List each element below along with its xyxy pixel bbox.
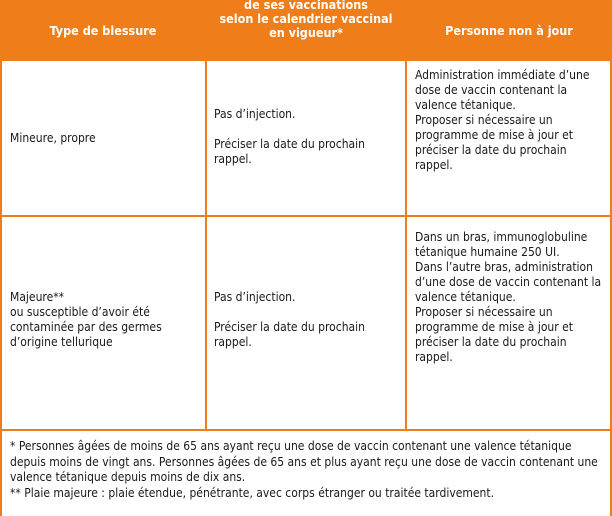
header-up-to-date [206,0,406,61]
row-minor-type [10,131,200,146]
header-wound-type-label: Type de blessure [49,22,157,38]
header-up-to-date-line-3: en vigueur* [269,25,343,40]
header-wound-type [0,0,206,61]
footnote-major-wound: ** Plaie majeure : plaie étendue, pénétrante, avec corps étranger ou traitée tardivement. [10,485,495,500]
table-border-left [0,0,2,516]
header-not-up-to-date [406,0,612,61]
row-major-not-up-to-date-line-2: Dans l’autre bras, administration d’une dose de vaccin contenant la valence tétanique. [415,260,602,304]
row-minor-up-to-date-line-1: Pas d’injection. [214,107,296,121]
row-major-type [10,290,200,350]
row-minor-up-to-date-line-2: Préciser la date du prochain rappel. [214,137,365,166]
row-major-not-up-to-date-line-3: Proposer si nécessaire un programme de mise à jour et préciser la date du prochain rappel. [415,305,574,364]
row-major-not-up-to-date-line-1: Dans un bras, immunoglobuline tétanique humaine 250 UI. [415,230,588,259]
header-up-to-date-line-2: selon le calendrier vaccinal [219,11,393,26]
row-minor-type-text: Mineure, propre [10,131,96,145]
footnote-age: * Personnes âgées de moins de 65 ans ayant reçu une dose de vaccin contenant une valence tétanique depuis moins de vingt ans. Personnes âgées de 65 ans et plus ayant reçu une dose de vaccin contenant une valence tétanique depuis moins de dix ans. [10,439,598,484]
row-major-not-up-to-date [415,230,605,365]
row-minor-not-up-to-date-line-1: Administration immédiate d’une dose de vaccin contenant la valence tétanique. [415,68,590,112]
row-minor-not-up-to-date [415,68,605,173]
header-up-to-date-line-1: de ses vaccinations [244,0,368,12]
row-major-up-to-date [214,290,400,350]
footnotes [10,439,606,501]
header-not-up-to-date-label: Personne non à jour [445,22,573,38]
row-divider-1 [0,215,612,217]
row-divider-2 [0,429,612,431]
row-minor-up-to-date [214,107,400,167]
row-major-up-to-date-line-1: Pas d’injection. [214,290,296,304]
row-major-type-line-1: Majeure** [10,290,65,304]
row-major-up-to-date-line-2: Préciser la date du prochain rappel. [214,320,365,349]
row-minor-not-up-to-date-line-2: Proposer si nécessaire un programme de mise à jour et préciser la date du prochain rappel. [415,113,574,172]
row-major-type-line-2: ou susceptible d’avoir été contaminée par des germes d’origine tellurique [10,305,162,349]
